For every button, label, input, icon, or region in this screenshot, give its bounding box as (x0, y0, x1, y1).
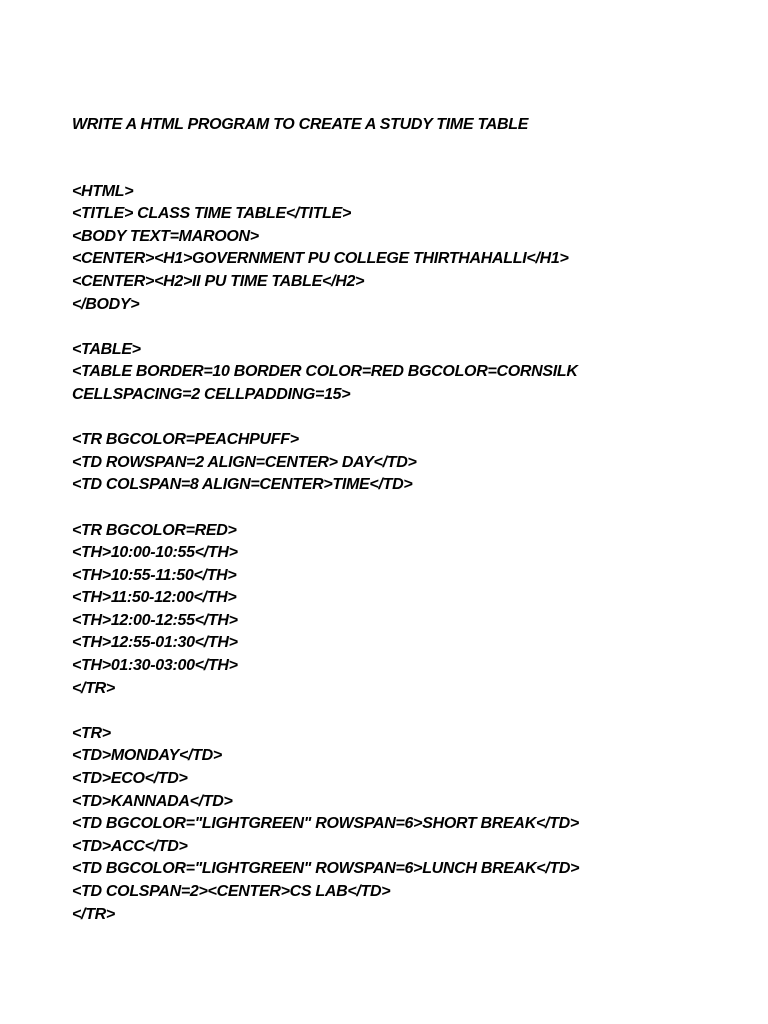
code-block-header-row (72, 429, 732, 497)
code-line: <BODY TEXT=MAROON> (72, 227, 259, 245)
code-line: </TR> (72, 905, 115, 923)
code-line: <TR BGCOLOR=PEACHPUFF> (72, 431, 299, 449)
document-heading: WRITE A HTML PROGRAM TO CREATE A STUDY TIME TABLE (72, 116, 529, 133)
code-line: <TD BGCOLOR="LIGHTGREEN" ROWSPAN=6>SHORT BREAK</TD> (72, 815, 579, 833)
code-line: <TABLE BORDER=10 BORDER COLOR=RED BGCOLOR=CORNSILK (72, 363, 578, 381)
code-line: <TH>12:00-12:55</TH> (72, 611, 238, 629)
code-block-time-row (72, 520, 732, 701)
code-line: <HTML> (72, 182, 134, 200)
code-line: <TH>10:00-10:55</TH> (72, 544, 238, 562)
code-line: CELLSPACING=2 CELLPADDING=15> (72, 385, 351, 403)
code-block-table (72, 339, 732, 407)
code-line: <TH>10:55-11:50</TH> (72, 566, 237, 584)
document-page (72, 114, 732, 949)
code-line: <TH>11:50-12:00</TH> (72, 589, 237, 607)
code-line: <TD BGCOLOR="LIGHTGREEN" ROWSPAN=6>LUNCH BREAK</TD> (72, 860, 580, 878)
code-line: <CENTER><H1>GOVERNMENT PU COLLEGE THIRTHAHALLI</H1> (72, 250, 569, 268)
code-line: </TR> (72, 679, 115, 697)
code-line: <TD>ACC</TD> (72, 837, 188, 855)
code-line: <TH>12:55-01:30</TH> (72, 634, 238, 652)
code-line: <TD>KANNADA</TD> (72, 792, 233, 810)
code-line: <TABLE> (72, 340, 141, 358)
code-line: <TH>01:30-03:00</TH> (72, 657, 238, 675)
code-line: <TD COLSPAN=2><CENTER>CS LAB</TD> (72, 883, 391, 900)
code-line: <CENTER><H2>II PU TIME TABLE</H2> (72, 272, 365, 290)
code-block-monday-row (72, 723, 732, 926)
code-line: <TD>MONDAY</TD> (72, 747, 222, 765)
code-line: <TITLE> CLASS TIME TABLE</TITLE> (72, 205, 352, 223)
code-block-html-head (72, 181, 732, 317)
code-line: <TD ROWSPAN=2 ALIGN=CENTER> DAY</TD> (72, 453, 417, 471)
code-line: </BODY> (72, 295, 140, 313)
code-line: <TR BGCOLOR=RED> (72, 521, 237, 539)
code-line: <TD COLSPAN=8 ALIGN=CENTER>TIME</TD> (72, 476, 413, 494)
code-line: <TD>ECO</TD> (72, 770, 188, 788)
code-line: <TR> (72, 724, 111, 742)
